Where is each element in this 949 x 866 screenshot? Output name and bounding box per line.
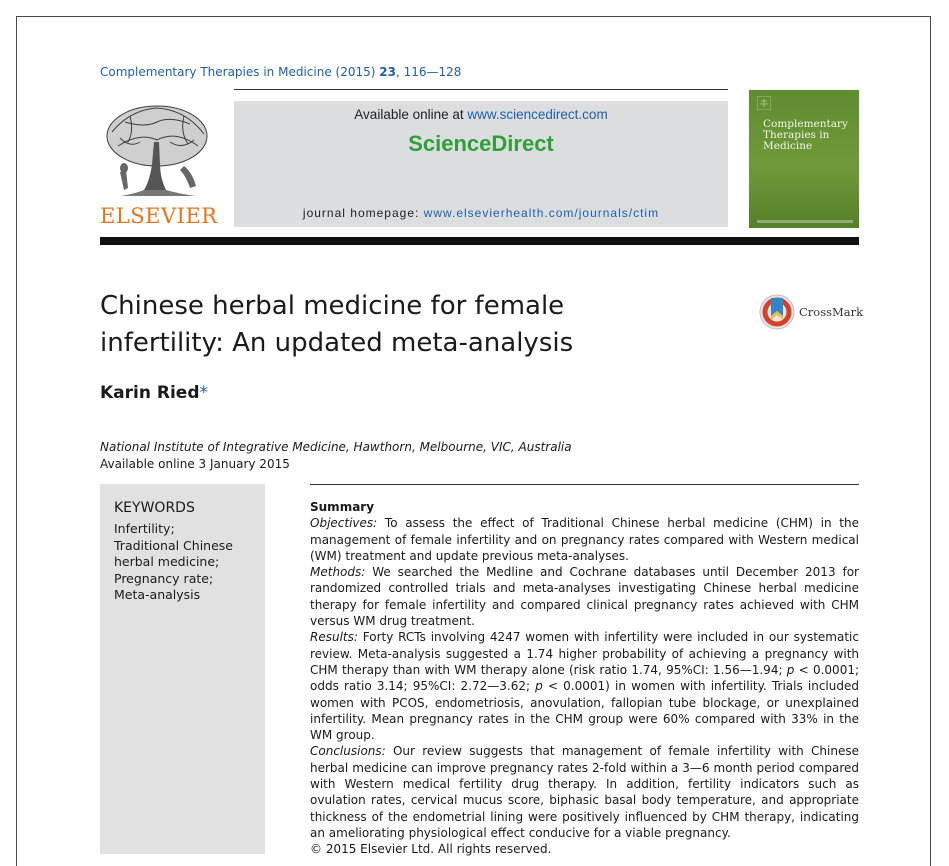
objectives-text: To assess the effect of Traditional Chinese herbal medicine (CHM) in the management of female infertility and on pregnancy rates compared with Western medical (WM) treatment and update previous meta-analyses. [310, 516, 859, 563]
summary-methods [310, 564, 859, 629]
p-value-symbol: p [535, 679, 543, 694]
citation-journal: Complementary Therapies in Medicine (2015) [100, 65, 380, 79]
summary-conclusions [310, 743, 859, 841]
title-line-1: Chinese herbal medicine for female [100, 291, 565, 321]
elsevier-logo[interactable] [100, 102, 218, 228]
header-rule [234, 89, 728, 90]
journal-citation[interactable] [100, 65, 461, 79]
cover-footer-band [757, 220, 853, 223]
citation-volume: 23 [379, 65, 396, 79]
available-online-line [234, 107, 728, 122]
sciencedirect-header [234, 101, 728, 227]
copyright-line: © 2015 Elsevier Ltd. All rights reserved. [310, 842, 552, 857]
journal-homepage-line [234, 206, 728, 220]
author-footnote-link[interactable]: * [199, 383, 208, 403]
cover-title: Complementary Therapies in Medicine [763, 118, 848, 152]
summary-rule [310, 484, 859, 485]
results-text-a: Forty RCTs involving 4247 women with infertility were included in our systematic review. Meta-analysis suggested a 1.74 higher probability of achieving a pregnancy with CHM therapy than with WM therapy alone (risk ratio 1.74, 95%CI: 1.56—1.94; [310, 630, 859, 677]
keyword-item: Meta-analysis [114, 587, 201, 602]
article-title [100, 288, 700, 362]
objectives-label: Objectives: [310, 516, 378, 531]
keyword-item: Pregnancy rate; [114, 570, 214, 586]
results-text-b: < 0.0001; odds ratio 3.14; 95%CI: 2.72—3.62; [310, 662, 860, 694]
homepage-prefix: journal homepage: [302, 206, 424, 220]
summary-objectives [310, 515, 859, 564]
summary-heading: Summary [310, 500, 375, 514]
author-text: Karin Ried [100, 383, 200, 403]
publisher-wordmark: ELSEVIER [100, 204, 218, 228]
methods-text: We searched the Medline and Cochrane databases until December 2013 for randomized controlled trials and meta-analyses investigating Chinese herbal medicine therapy for female infertility and compared clinical pregnancy rates achieved with CHM versus WM drug treatment. [310, 565, 859, 629]
conclusions-text: Our review suggests that management of female infertility with Chinese herbal medicine can improve pregnancy rates 2-fold within a 3—6 month period compared with Western medical fertility drug therapy. In addition, fertility indicators such as ovulation rates, cervical mucus score, biphasic basal body temperature, and appropriate thickness of the endometrial lining were positively influenced by CHM therapy, indicating an ameliorating physiological effect conducive for a viable pregnancy. [310, 744, 859, 840]
journal-homepage-link[interactable]: www.elsevierhealth.com/journals/ctim [423, 206, 660, 220]
sciencedirect-link[interactable]: www.sciencedirect.com [467, 107, 608, 122]
crossmark-label: CrossMark [799, 305, 864, 319]
available-prefix: Available online at [354, 107, 468, 122]
keyword-item: Infertility; [114, 521, 175, 536]
author-name [100, 383, 208, 403]
citation-pages: , 116—128 [395, 65, 462, 79]
crossmark-icon [759, 294, 795, 330]
results-text-c: < 0.0001) in women with infertility. Trials included women with PCOS, endometriosis, anovulation, fallopian tube blockage, or unexplained infertility. Mean pregnancy rates in the CHM group were 60% compared with 33% in the WM group. [310, 679, 859, 743]
title-line-2: infertility: An updated meta-analysis [100, 328, 574, 358]
p-value-symbol: p [786, 662, 795, 677]
keywords-panel [100, 484, 265, 854]
header-thick-rule [100, 237, 859, 245]
methods-label: Methods: [310, 565, 366, 580]
keywords-heading: KEYWORDS [114, 500, 195, 516]
keyword-item: Traditional Chinese herbal medicine; [114, 537, 233, 569]
elsevier-tree-icon [100, 102, 214, 202]
summary-results [310, 629, 859, 743]
available-online-date: Available online 3 January 2015 [100, 457, 290, 471]
crossmark-button[interactable] [759, 294, 863, 330]
conclusions-label: Conclusions: [310, 744, 386, 759]
results-label: Results: [310, 630, 358, 645]
author-affiliation: National Institute of Integrative Medicine, Hawthorn, Melbourne, VIC, Australia [100, 440, 572, 454]
cover-tree-icon [757, 96, 771, 110]
keywords-list [114, 521, 254, 604]
journal-cover[interactable] [749, 90, 859, 228]
sciencedirect-wordmark[interactable]: ScienceDirect [408, 131, 554, 156]
abstract-summary [310, 499, 859, 858]
